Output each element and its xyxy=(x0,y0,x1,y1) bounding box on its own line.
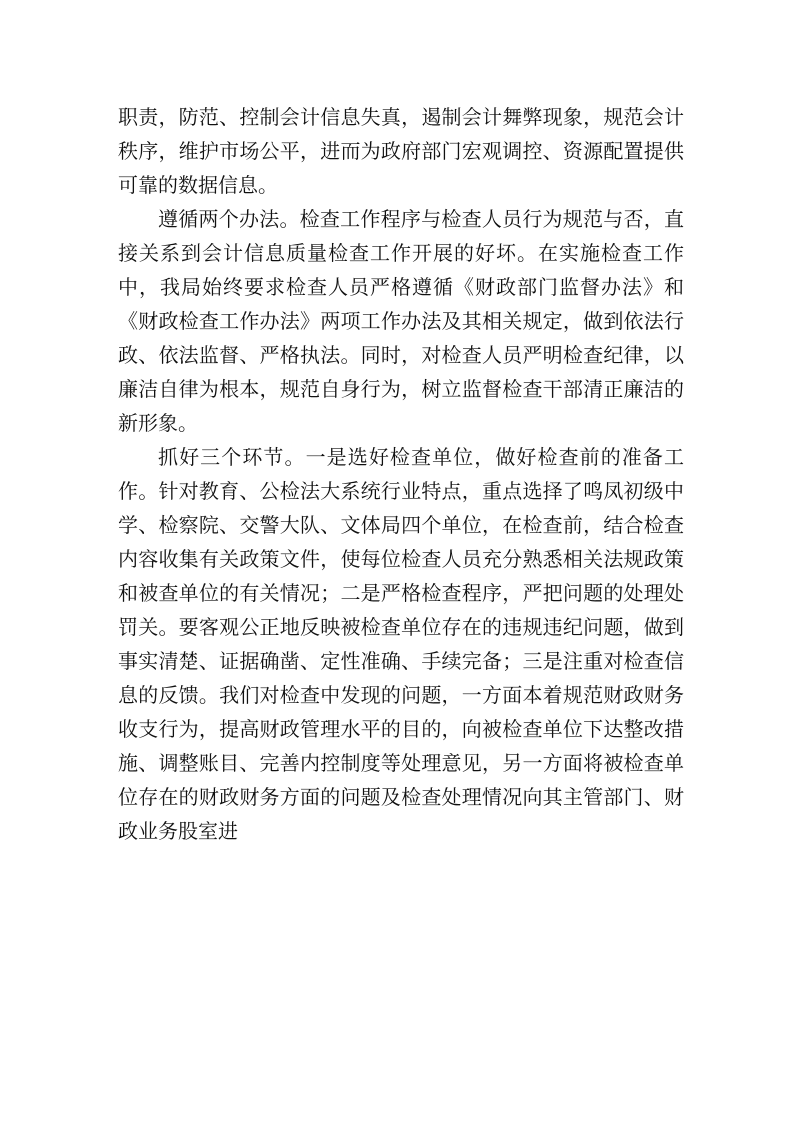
paragraph-continuation: 职责，防范、控制会计信息失真，遏制会计舞弊现象，规范会计秩序，维护市场公平，进而为政府部门宏观调控、资源配置提供可靠的数据信息。 xyxy=(118,105,684,197)
document-body xyxy=(118,100,684,848)
paragraph-two-methods: 遵循两个办法。检查工作程序与检查人员行为规范与否，直接关系到会计信息质量检查工作开展的好坏。在实施检查工作中，我局始终要求检查人员严格遵循《财政部门监督办法》和《财政检查工作办法》两项工作办法及其相关规定，做到依法行政、依法监督、严格执法。同时，对检查人员严明检查纪律，以廉洁自律为根本，规范自身行为，树立监督检查干部清正廉洁的新形象。 xyxy=(118,207,684,435)
paragraph-three-links: 抓好三个环节。一是选好检查单位，做好检查前的准备工作。针对教育、公检法大系统行业特点，重点选择了鸣凤初级中学、检察院、交警大队、文体局四个单位，在检查前，结合检查内容收集有关政策文件，使每位检查人员充分熟悉相关法规政策和被查单位的有关情况；二是严格检查程序，严把问题的处理处罚关。要客观公正地反映被检查单位存在的违规违纪问题，做到事实清楚、证据确凿、定性准确、手续完备；三是注重对检查信息的反馈。我们对检查中发现的问题，一方面本着规范财政财务收支行为，提高财政管理水平的目的，向被检查单位下达整改措施、调整账目、完善内控制度等处理意见，另一方面将被检查单位存在的财政财务方面的问题及检查处理情况向其主管部门、财政业务股室进 xyxy=(118,445,684,843)
